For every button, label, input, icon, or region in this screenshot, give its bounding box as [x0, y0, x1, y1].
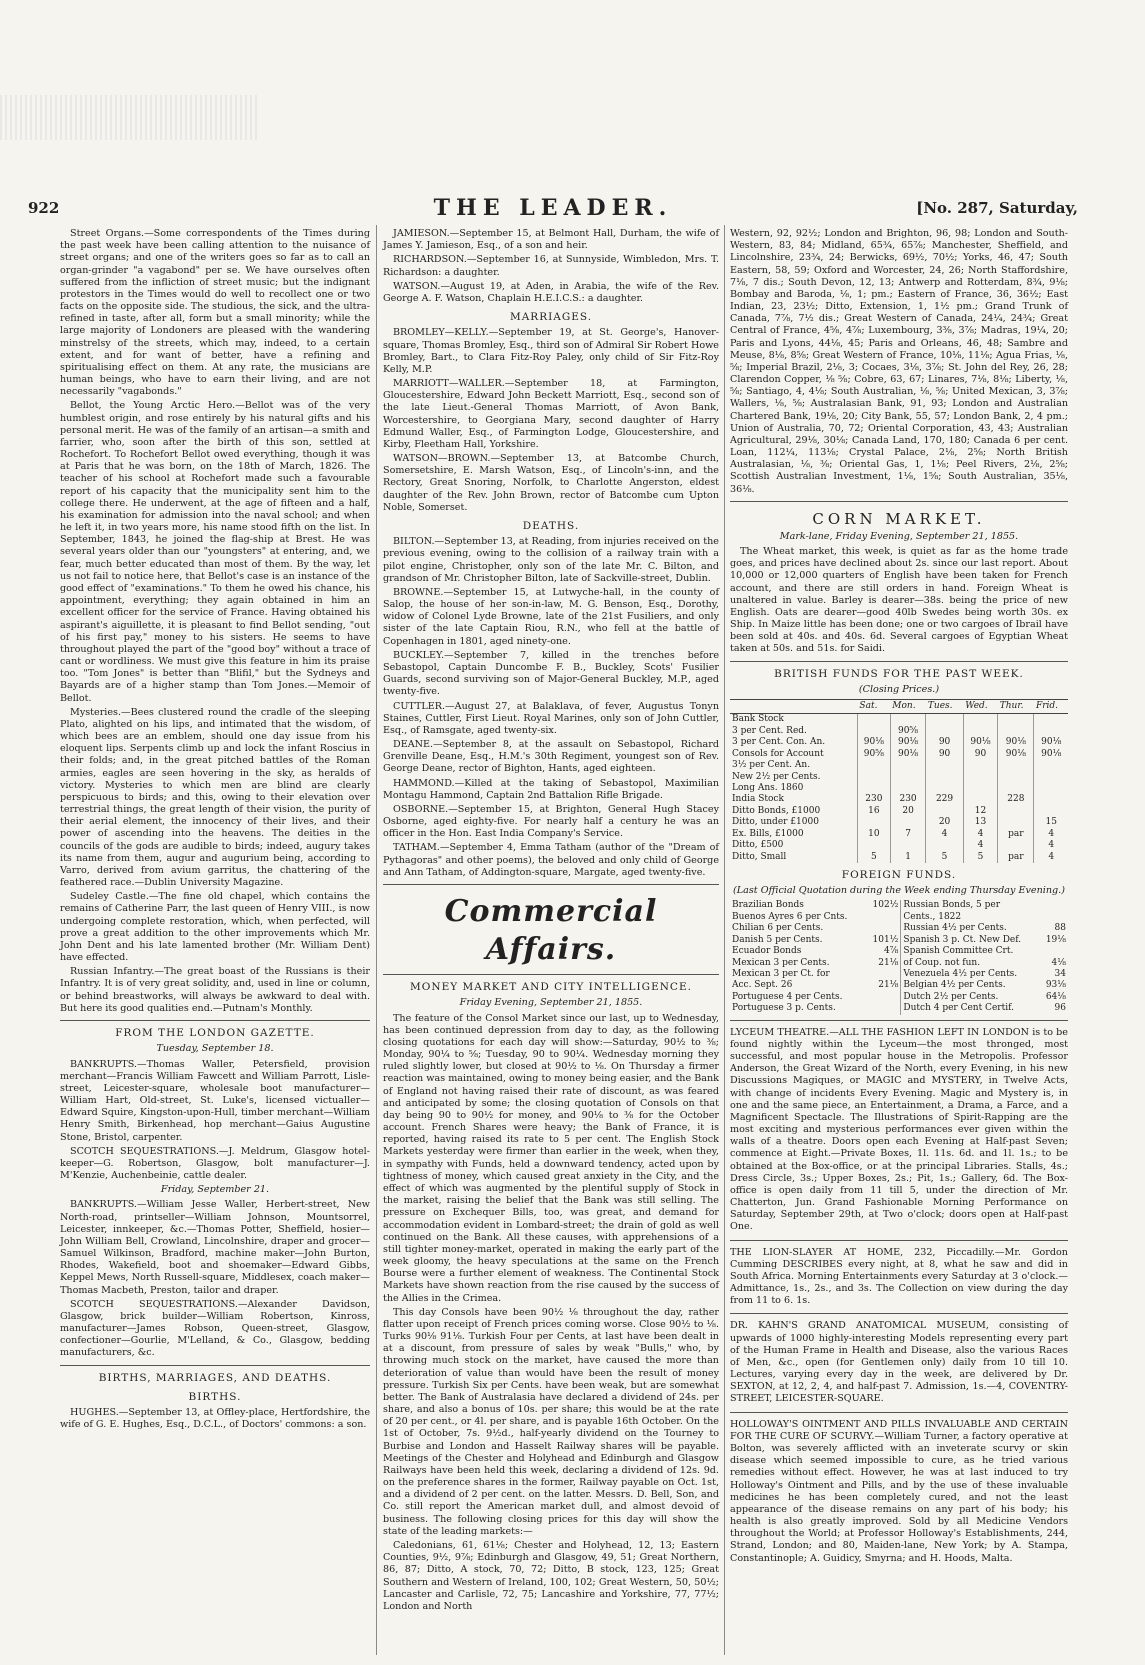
table-cell: of Coup. not fun. [903, 957, 981, 968]
birth-entry: RICHARDSON.—September 16, at Sunnyside, Wimbledon, Mrs. T. Richardson: a daughter. [383, 254, 719, 278]
table-cell: 229 [926, 794, 963, 805]
table-cell [963, 760, 998, 771]
table-cell [866, 969, 901, 980]
scan-artifact [0, 95, 260, 140]
table-cell: Spanish Committee Crt. [903, 946, 1014, 957]
death-entry: OSBORNE.—September 15, at Brighton, General Hugh Stacey Osborne, aged eighty-five. For nearly half a century he was an officer in the Hon. East India Company's Service. [383, 803, 719, 840]
share-prices-paragraph: Caledonians, 61, 61⅛; Chester and Holyhead, 12, 13; Eastern Counties, 9½, 9⅞; Edinburgh and Glasgow, 49, 51; Great Northern, 86, 87; Ditto, A stock, 70, 72; Ditto, B stock, 123, 125; Great Southern and Western of Ireland, 100, 102; Great Western, 50, 50½; Lancaster and Carlisle, 72, 75; Lancashire and Yorkshire, 77, 77½; London and North [383, 1539, 719, 1612]
masthead-title: THE LEADER. [433, 195, 673, 221]
divider [60, 1365, 370, 1366]
table-cell: 20 [890, 806, 926, 817]
table-cell [857, 726, 890, 737]
table-header-cell: Sat. [857, 700, 890, 714]
birth-entry: WATSON.—August 19, at Aden, in Arabia, the wife of the Rev. George A. F. Watson, Chaplain H.E.I.C.S.: a daughter. [383, 280, 719, 304]
table-cell [890, 772, 926, 783]
table-cell: 90⅛ [890, 737, 926, 748]
table-header-cell: Tues. [926, 700, 963, 714]
gazette-date: Friday, September 21. [160, 1184, 270, 1196]
table-row [730, 772, 1068, 783]
table-cell: 10 [857, 829, 890, 840]
divider [730, 1412, 1068, 1413]
death-entry: TATHAM.—September 4, Emma Tatham (author of the "Dream of Pythagoras" and other poems), the beloved and only child of George and Ann Tatham, of Addington-square, Margate, aged twenty-five. [383, 842, 719, 878]
british-funds-heading: BRITISH FUNDS FOR THE PAST WEEK. [774, 667, 1024, 680]
column-3 [730, 228, 1068, 1571]
table-cell [1034, 772, 1068, 783]
death-entry: HAMMOND.—Killed at the taking of Sebastopol, Maximilian Montagu Hammond, Captain 2nd Battalion Rifle Brigade. [383, 777, 719, 801]
advertisement-lyceum: LYCEUM THEATRE.—ALL THE FASHION LEFT IN LONDON is to be found nightly within the Lyceum—the most thronged, most successful, and most popular house in the Metropolis. Professor Anderson, the Great Wizard of the North, every Evening, in his new Discussions Magiques, or MAGIC and MYSTERY, in Twelve Acts, with change of incidents Every Evening. Magic and Mystery is, in one and the same piece, an Entertainment, a Drama, a Farce, and a Magnificent Spectacle. The Illustrations of Spirit-Rapping are the most exciting and mysterious performances ever given within the walls of a theatre. Doors open each Evening at Half-past Seven; commence at Eight.—Private Boxes, 1l. 11s. 6d. and 1l. 1s.; to be obtained at the Box-office, or at the principal Libraries. Stalls, 4s.; Dress Circle, 3s.; Upper Boxes, 2s.; Pit, 1s.; Gallery, 6d. The Box-office is open daily from 11 till 5, under the direction of Mr. Chatterton, Jun. Grand Fashionable Morning Performance on Saturday, September 29th, at Two o'clock; doors open at Half-past One. [730, 1026, 1068, 1233]
table-cell: 4⅛ [1051, 957, 1066, 968]
table-cell: 90 [926, 737, 963, 748]
table-cell: Mexican 3 per Cents. [732, 957, 830, 968]
table-cell: Russian 4½ per Cents. [903, 923, 1007, 934]
birth-entry: HUGHES.—September 13, at Offley-place, Hertfordshire, the wife of G. E. Hughes, Esq., D.C.L., of Doctors' commons: a son. [60, 1407, 370, 1431]
table-cell [998, 772, 1034, 783]
table-row [730, 829, 1068, 840]
table-cell: 88 [1054, 923, 1066, 934]
sequestrations-entry: SCOTCH SEQUESTRATIONS.—Alexander Davidson, Glasgow, brick builder—William Robertson, Kinross, manufacturer—James Robson, Queen-street, Glasgow, confectioner—Gourlie, M'Lelland, & Co., Glasgow, bedding manufacturers, &c. [60, 1298, 370, 1359]
table-cell [890, 817, 926, 828]
table-cell [890, 783, 926, 794]
table-cell: Ditto Bonds, £1000 [732, 805, 821, 816]
advertisement-holloway: HOLLOWAY'S OINTMENT AND PILLS INVALUABLE AND CERTAIN FOR THE CURE OF SCURVY.—William Turner, a factory operative at Bolton, was severely afflicted with an inveterate scurvy or skin disease which seemed impossible to cure, as he tried various remedies without effect. However, he was at last induced to try Holloway's Ointment and Pills, and by the use of these invaluable medicines he has been completely cured, and not the least appearance of the disease remains on any part of his body; his health is also greatly improved. Sold by all Medicine Vendors throughout the World; at Professor Holloway's Establishments, 244, Strand, London; and 80, Maiden-lane, New York; by A. Stampa, Constantinople; A. Guidicy, Smyrna; and H. Hoods, Malta. [730, 1418, 1068, 1564]
money-market-paragraph: This day Consols have been 90½ ⅛ throughout the day, rather flatter upon receipt of French prices coming worse. Close 90½ to ⅛. Turks 90⅛ 91⅛. Turkish Four per Cents, at last have been dealt in at a discount, from pressure of sales by weak "Bulls," who, by throwing much stock on the market, have caused the more than deterioration of value than would have been the result of money pressure. Turkish Six per Cents. have been weak, but are somewhat better. The Bank of Australasia have declared a dividend of 24s. per share, and also a bonus of 10s. per share; this would be at the rate of 20 per cent., or 4l. per share, and is payable 16th October. On the 1st of October, 7s. 9½d., half-yearly dividend on the Tourney to Burbise and London and Hasselt Railway shares will be payable. Meetings of the Chester and Holyhead and Edinburgh and Glasgow Railways have been held this week, declaring a dividend of 12s. 9d. on the preference shares in the former, Railway payable on Oct. 1st, and a dividend of 2 per cent. on the latter. Messrs. D. Bell, Son, and Co. still report the American market dull, and almost devoid of business. The following closing prices for this day will show the state of the leading markets:— [383, 1306, 719, 1537]
table-cell: 20 [926, 817, 963, 828]
money-market-date: Friday Evening, September 21, 1855. [459, 997, 643, 1009]
divider [730, 1240, 1068, 1241]
table-cell [1034, 714, 1068, 726]
table-cell [1040, 900, 1068, 911]
article-street-organs: Street Organs.—Some correspondents of the Times during the past week have been calling attention to the nuisance of street organs; and one of the writers goes so far as to call an organ-grinder "a vagabond" per se. We have ourselves often suffered from the infliction of street music; but the indignant protestors in the Times would do well to recollect one or two facts on the opposite side. The studious, the sick, and the ultra-refined in taste, after all, form but a small minority; while the large majority of Londoners are pleased with the wandering minstrelsy of the streets, which may, indeed, to a certain extent, and for want of better, have a refining and spiritualising effect on them. At any rate, the musicians are human beings, who have to earn their living, and are not necessarily "vagabonds." [60, 228, 370, 398]
bmd-heading: BIRTHS, MARRIAGES, AND DEATHS. [98, 1371, 332, 1384]
table-cell [926, 783, 963, 794]
table-cell: 21⅛ [866, 980, 901, 991]
table-row [730, 783, 1068, 794]
table-cell [890, 840, 926, 851]
table-cell: Ditto, under £1000 [732, 817, 819, 828]
marriage-entry: BROMLEY—KELLY.—September 19, at St. George's, Hanover-square, Thomas Bromley, Esq., third son of Admiral Sir Robert Howe Bromley, Bart., to Clara Fitz-Roy Paley, only child of Sir Fitz-Roy Kelly, M.P. [383, 327, 719, 375]
table-cell: Ditto, Small [732, 851, 787, 862]
table-cell [998, 760, 1034, 771]
births-heading: BIRTHS. [188, 1390, 242, 1403]
corn-market-heading: CORN MARKET. [812, 509, 986, 528]
table-row [730, 749, 1068, 760]
table-cell: Belgian 4½ per Cents. [903, 980, 1006, 991]
bankrupts-entry: BANKRUPTS.—William Jesse Waller, Herbert-street, New North-road, printseller—William Johnson, Mountsorrel, Leicester, innkeeper, &c.—Thomas Potter, Sheffield, hosier—John William Bell, Crowland, Lincolnshire, draper and grocer—Samuel Wilkinson, Bradford, machine maker—John Burton, Rhodes, Wakefield, boot and shoemaker—Edward Gibbs, Keppel Mews, North Russell-square, Middlesex, coach maker—Thomas Macbeth, Preston, tailor and draper. [60, 1199, 370, 1296]
table-cell: 5 [963, 852, 998, 863]
table-cell: 7 [890, 829, 926, 840]
table-cell: 13 [963, 817, 998, 828]
foreign-funds-table [730, 900, 1068, 1014]
table-cell [926, 726, 963, 737]
table-cell: New 2½ per Cents. [732, 771, 821, 782]
death-entry: CUTTLER.—August 27, at Balaklava, of fever, Augustus Tonyn Staines, Cuttler, First Lieut. Royal Marines, only son of John Cuttler, Esq., of Ramsgate, aged twenty-six. [383, 700, 719, 736]
advertisement-lion-slayer: THE LION-SLAYER AT HOME, 232, Piccadilly.—Mr. Gordon Cumming DESCRIBES every night, at 8, what he saw and did in South Africa. Morning Entertainments every Saturday at 3 o'clock.—Admittance, 1s., 2s., and 3s. The Collection on view during the day from 11 to 6. 1s. [730, 1246, 1068, 1307]
table-cell: 4⅞ [866, 946, 901, 957]
table-cell [998, 783, 1034, 794]
gazette-heading: FROM THE LONDON GAZETTE. [115, 1027, 315, 1039]
table-cell: 64⅛ [1045, 991, 1066, 1002]
table-row [730, 794, 1068, 805]
table-cell: 102½ [866, 900, 901, 911]
table-cell: 16 [857, 806, 890, 817]
table-cell: 96 [1054, 1003, 1066, 1014]
column-1 [60, 228, 370, 1434]
table-cell: 3½ per Cent. An. [732, 760, 811, 771]
money-market-heading: MONEY MARKET AND CITY INTELLIGENCE. [410, 981, 692, 994]
table-cell: 3 per Cent. Red. [732, 725, 807, 736]
table-header-cell: Thur. [998, 700, 1034, 714]
table-cell: 90⅛ [890, 749, 926, 760]
table-cell [857, 772, 890, 783]
table-cell: Spanish 3 p. Ct. New Def. [903, 934, 1022, 945]
death-entry: DEANE.—September 8, at the assault on Sebastopol, Richard Grenville Deane, Esq., H.M.'s 30th Regiment, youngest son of Rev. George Deane, rector of Bighton, Hants, aged eighteen. [383, 739, 719, 775]
divider [60, 1020, 370, 1021]
table-cell: Dutch 4 per Cent Certif. [903, 1003, 1014, 1014]
table-cell [1040, 912, 1068, 923]
column-rule [376, 225, 377, 1655]
table-cell: Cents., 1822 [903, 911, 962, 922]
table-cell: 90⅝ [857, 749, 890, 760]
table-cell [866, 992, 901, 1003]
table-cell: 3 per Cent. Con. An. [732, 737, 826, 748]
table-cell [963, 772, 998, 783]
table-cell: par [998, 852, 1034, 863]
table-cell: Dutch 2½ per Cents. [903, 991, 999, 1002]
table-row [730, 852, 1068, 863]
table-row [730, 840, 1068, 851]
table-cell [998, 840, 1034, 851]
article-sudeley: Sudeley Castle.—The fine old chapel, which contains the remains of Catherine Parr, the last queen of Henry VIII., is now undergoing complete restoration, which, when perfected, will prove a great addition to the other improvements which Mr. John Dent and his late lamented brother (Mr. William Dent) have effected. [60, 891, 370, 964]
birth-entry: JAMIESON.—September 15, at Belmont Hall, Durham, the wife of James Y. Jamieson, Esq., of a son and heir. [383, 228, 719, 252]
table-cell: 90⅛ [1034, 749, 1068, 760]
table-cell: India Stock [732, 794, 784, 805]
page-header [28, 195, 1078, 225]
table-row [730, 992, 1068, 1003]
table-cell: Brazilian Bonds [732, 900, 804, 911]
table-row [730, 923, 1068, 934]
table-cell [963, 783, 998, 794]
table-cell: Venezuela 4½ per Cents. [903, 968, 1018, 979]
divider [730, 661, 1068, 662]
table-cell: 5 [926, 852, 963, 863]
table-cell: 90 [926, 749, 963, 760]
table-cell [857, 840, 890, 851]
page-number: 922 [28, 199, 60, 217]
table-cell: 1 [890, 852, 926, 863]
table-cell: 230 [857, 794, 890, 805]
table-header-cell: Wed. [963, 700, 998, 714]
table-cell: Portuguese 3 p. Cents. [732, 1003, 836, 1014]
table-cell: 4 [1034, 852, 1068, 863]
table-cell: 34 [1054, 968, 1066, 979]
table-cell: 230 [890, 794, 926, 805]
death-entry: BUCKLEY.—September 7, killed in the trenches before Sebastopol, Captain Duncombe F. B., Buckley, Scots' Fusilier Guards, second surviving son of Major-General Buckley, M.P., aged twenty-five. [383, 649, 719, 698]
table-row [730, 969, 1068, 980]
table-cell: Buenos Ayres 6 per Cnts. [732, 911, 848, 922]
table-cell: 90⅛ [857, 737, 890, 748]
table-cell [1034, 806, 1068, 817]
table-cell [998, 806, 1034, 817]
table-cell [866, 923, 901, 934]
table-cell [963, 794, 998, 805]
foreign-funds-subheading: (Last Official Quotation during the Week ending Thursday Evening.) [733, 885, 1065, 897]
table-row [730, 806, 1068, 817]
table-cell: 5 [857, 852, 890, 863]
table-header-row [730, 700, 1068, 714]
table-row [730, 935, 1068, 946]
table-cell: 4 [926, 829, 963, 840]
table-cell [1040, 946, 1068, 957]
table-row [730, 958, 1068, 969]
table-cell [998, 726, 1034, 737]
table-cell: Portuguese 4 per Cents. [732, 991, 843, 1002]
table-cell: 228 [998, 794, 1034, 805]
issue-label: [No. 287, Saturday, [916, 199, 1078, 217]
table-cell [1034, 726, 1068, 737]
advertisement-kahn-museum: DR. KAHN'S GRAND ANATOMICAL MUSEUM, consisting of upwards of 1000 highly-interesting Models representing every part of the Human Frame in Health and Disease, also the various Races of Men, &c., open (for Gentlemen only) daily from 10 till 10. Lectures, varying every day in the week, are delivered by Dr. SEXTON, at 12, 2, 4, and half-past 7. Admission, 1s.—4, COVENTRY-STREET, LEICESTER-SQUARE. [730, 1320, 1068, 1405]
table-cell [926, 806, 963, 817]
column-rule [724, 225, 725, 1655]
table-cell: par [998, 829, 1034, 840]
table-cell: 21⅛ [866, 958, 901, 969]
table-cell: Acc. Sept. 26 [732, 980, 793, 991]
divider [730, 1020, 1068, 1021]
corn-market-paragraph: The Wheat market, this week, is quiet as far as the home trade goes, and prices have declined about 2s. since our last report. About 10,000 or 12,000 quarters of English have been taken for French account, and there are still orders in hand. Foreign Wheat is unaltered in value. Barley is dearer—38s. being the price of new English. Oats are dearer—good 40lb Swedes being worth 30s. ex Ship. In Maize little has been done; one or two cargoes of Ibrail have been sold at 40s. and 40s. 6d. Several cargoes of Egyptian Wheat taken at 50s. and 51s. for Saidi. [730, 546, 1068, 655]
table-cell [890, 714, 926, 726]
table-row [730, 900, 1068, 911]
british-funds-subheading: (Closing Prices.) [858, 683, 940, 695]
table-cell: 4 [963, 829, 998, 840]
divider [730, 501, 1068, 502]
table-cell: 101½ [866, 935, 901, 946]
table-row [730, 1003, 1068, 1014]
table-cell [926, 772, 963, 783]
share-prices-paragraph: Western, 92, 92½; London and Brighton, 96, 98; London and South-Western, 83, 84; Midland, 65¾, 65⅞; Manchester, Sheffield, and Lincolnshire, 23¾, 24; Berwicks, 69½, 70½; Yorks, 46, 47; South Eastern, 58, 59; Oxford and Worcester, 24, 26; North Staffordshire, 7⅛, 7 dis.; South Devon, 12, 13; Antwerp and Rotterdam, 8¾, 9⅛; Bombay and Baroda, ⅛, 1; pm.; Eastern of France, 36, 36½; East Indian, 23, 23½; Ditto, Extension, 1, 1½ pm.; Grand Trunk of Canada, 7⅞, 7½ dis.; Great Western of Canada, 24¼, 24¾; Great Central of France, 4⅝, 4⅞; Luxembourg, 3⅜, 3⅞; Madras, 19¼, 20; Paris and Lyons, 44⅛, 45; Paris and Orleans, 46, 48; Sambre and Meuse, 8⅛, 8⅝; Great Western of France, 10⅛, 11⅛; Agua Frias, ⅛, ⅝; Imperial Brazil, 2⅛, 3; Cocaes, 3⅛, 3⅞; St. John del Rey, 26, 28; Clarendon Copper, ⅛ ⅝; Cobre, 63, 67; Linares, 7⅛, 8⅛; Liberty, ⅛, ⅝; Santiago, 4, 4⅛; South Australian, ⅛, ⅝; United Mexican, 3, 3⅞; Wallers, ⅛, ⅝; Australasian Bank, 91, 93; London and Australian Chartered Bank, 19⅛, 20; City Bank, 55, 57; London Bank, 2, 4 pm.; Union of Australia, 70, 72; Oriental Corporation, 43, 43; Australian Agricultural, 29⅛, 30⅛; Canada Land, 170, 180; Canada 6 per cent. Loan, 112¼, 113⅛; Crystal Palace, 2⅛, 2⅝; North British Australasian, ⅛, ⅜; Oriental Gas, 1, 1⅛; Peel Rivers, 2⅛, 2⅝; Scottish Australian Investment, 1⅛, 1⅝; South Australian, 35⅛, 36⅛. [730, 228, 1068, 495]
table-cell: Mexican 3 per Ct. for [732, 968, 830, 979]
table-cell [926, 714, 963, 726]
table-cell: Danish 5 per Cents. [732, 934, 823, 945]
table-row [730, 980, 1068, 991]
corn-market-date: Mark-lane, Friday Evening, September 21, 1855. [779, 530, 1019, 542]
table-cell: Russian Bonds, 5 per [903, 900, 1001, 911]
table-header-cell: Mon. [890, 700, 926, 714]
table-cell: 90⅝ [890, 726, 926, 737]
table-cell: 15 [1034, 817, 1068, 828]
table-cell: 19⅛ [1045, 934, 1066, 945]
table-cell [926, 840, 963, 851]
gazette-date: Tuesday, September 18. [156, 1043, 274, 1055]
table-cell: Chilian 6 per Cents. [732, 923, 824, 934]
table-header-cell: Frid. [1034, 700, 1068, 714]
table-cell: Ecuador Bonds [732, 946, 802, 957]
table-cell [857, 760, 890, 771]
table-cell: 4 [963, 840, 998, 851]
foreign-funds-heading: FOREIGN FUNDS. [841, 868, 957, 881]
table-cell: 90 [963, 749, 998, 760]
marriage-entry: MARRIOTT—WALLER.—September 18, at Farmington, Gloucestershire, Edward John Beckett Marriott, Esq., second son of the late Lieut.-General Thomas Marriott, of Avon Bank, Worcestershire, to Georgiana Mary, second daughter of Harry Edmund Waller, Esq., of Farmington Lodge, Gloucestershire, and Kirby, Fleetham Hall, Yorkshire. [383, 378, 719, 450]
table-row [730, 714, 1068, 726]
table-cell [857, 783, 890, 794]
article-bellot: Bellot, the Young Arctic Hero.—Bellot was of the very humblest origin, and rose entirely by his natural gifts and his personal merit. He was of the family of an artisan—a smith and farrier, who, soon after the birth of this son, settled at Rochefort. To Rochefort Bellot owed everything, though it was at Paris that he was born, on the 18th of March, 1826. The teacher of his school at Rochefort made such a favourable report of his capacity that the municipality sent him to the college there. He underwent, at the age of fifteen and a half, his examination for admission into the naval school; and when he left it, in two years more, his name stood fifth on the list. In September, 1843, he joined the flag-ship at Brest. He was several years older than our "youngsters" at entering, and, we fear, much better educated than most of them. By the way, let us not fail to notice here, that Bellot's case is an instance of the good effect of "examinations." To them he owed his chance, his appointment, everything; they again obtained in him an excellent officer for the service of France. Having obtained his aspirant's aiguillette, it is pleasant to find Bellot sending, "out of his first pay," money to his sisters. He seems to have throughout played the part of the "good boy" without a trace of cant or wordliness. We must give this feature in him its praise too. "Tom Jones" is better than "Blifil," but the Sydneys and Bayards are of a higher stamp than Tom Jones.—Memoir of Bellot. [60, 400, 370, 704]
table-cell: 93⅛ [1045, 980, 1066, 991]
table-cell: Consols for Account [732, 748, 824, 759]
table-cell: 90⅛ [998, 749, 1034, 760]
table-cell [857, 817, 890, 828]
table-row [730, 817, 1068, 828]
table-cell [1034, 760, 1068, 771]
marriages-heading: MARRIAGES. [509, 311, 593, 324]
table-cell [998, 817, 1034, 828]
table-header-cell [730, 700, 857, 714]
table-cell [963, 714, 998, 726]
money-market-paragraph: The feature of the Consol Market since our last, up to Wednesday, has been continued depression from day to day, as the following closing quotations for each day will show:—Saturday, 90½ to ⅜; Monday, 90¼ to ⅝; Tuesday, 90 to 90¼. Wednesday morning they ruled slightly lower, but closed at 90½ to ⅛. On Thursday a firmer reaction was maintained, owing to money being easier, and the Bank of England not having raised their rate of discount, as was feared and anticipated by some; the closing quotation of Consols on that day being 90 to 90½ for money, and 90⅛ to ⅜ for the October account. French Shares were heavy; the Bank of France, it is reported, having raised its rate to 5 per cent. The English Stock Markets yesterday were firmer than earlier in the week, when they, in sympathy with Funds, held a downward tendency, acted upon by tightness of money, which caused great anxiety in the City, and the effect of which was augmented by the plentiful supply of Stock in the market, raising the belief that the Bank was still selling. The pressure on Exchequer Bills, too, was great, and demand for accommodation evident in Lombard-street; the drain of gold as well continued on the Bank. All these causes, with apprehensions of a still tighter money-market, operated in making the early part of the week gloomy, the heavy speculations at the same on the French Bourse were a further element of weakness. The Continental Stock Markets have shown reaction from the rise caused by the success of the Allies in the Crimea. [383, 1012, 719, 1304]
deaths-heading: DEATHS. [522, 519, 580, 532]
table-cell: 90⅛ [963, 737, 998, 748]
table-row [730, 912, 1068, 923]
sequestrations-entry: SCOTCH SEQUESTRATIONS.—J. Meldrum, Glasgow hotel-keeper—G. Robertson, Glasgow, bolt manufacturer—J. M'Kenzie, Auchenbeinie, cattle dealer. [60, 1145, 370, 1182]
table-cell [866, 912, 901, 923]
death-entry: BROWNE.—September 15, at Lutwyche-hall, in the county of Salop, the house of her son-in-law, M. G. Benson, Esq., Dorothy, widow of Colonel Lyde Browne, late of the 21st Fusiliers, and only sister of the late Captain Riou, R.N., who fell at the battle of Copenhagen in 1801, aged ninety-one. [383, 586, 719, 647]
commercial-affairs-heading: Commercial Affairs. [444, 893, 658, 967]
divider [383, 884, 719, 885]
table-row [730, 737, 1068, 748]
table-cell [926, 760, 963, 771]
table-cell: 90⅛ [998, 737, 1034, 748]
table-cell: Ditto, £500 [732, 840, 784, 851]
table-cell: 4 [1034, 840, 1068, 851]
divider [730, 1313, 1068, 1314]
bankrupts-entry: BANKRUPTS.—Thomas Waller, Petersfield, provision merchant—Francis William Fawcett and William Parrott, Lisle-street, Leicester-square, wholesale boot manufacturer—William Hart, Old-street, St. Luke's, licensed victualler—Edward Squire, Kingston-upon-Hull, timber merchant—William Henry Smith, Birkenhead, hop merchant—Gaius Augustine Stone, Bristol, carpenter. [60, 1058, 370, 1143]
table-cell [963, 726, 998, 737]
table-row [730, 946, 1068, 957]
table-cell [1034, 783, 1068, 794]
british-funds-table [730, 699, 1068, 863]
table-cell [857, 714, 890, 726]
article-russian-infantry: Russian Infantry.—The great boast of the Russians is their Infantry. It is of very great solidity, and, used in line or column, or behind breastworks, will always be awkward to deal with. But here its good qualities end.—Putnam's Monthly. [60, 966, 370, 1014]
marriage-entry: WATSON—BROWN.—September 13, at Batcombe Church, Somersetshire, E. Marsh Watson, Esq., of Lincoln's-inn, and the Rectory, Great Snoring, Norfolk, to Charlotte Angerston, eldest daughter of the Rev. John Brown, rector of Batcombe cum Upton Noble, Somerset. [383, 453, 719, 513]
table-cell: Ex. Bills, £1000 [732, 828, 804, 839]
table-cell: Bank Stock [732, 714, 784, 725]
table-cell: Long Ans. 1860 [732, 783, 804, 793]
table-row [730, 760, 1068, 771]
table-row [730, 726, 1068, 737]
table-cell: 4 [1034, 829, 1068, 840]
table-cell [866, 1003, 901, 1014]
column-2 [383, 228, 719, 1615]
death-entry: BILTON.—September 13, at Reading, from injuries received on the previous evening, owing to the collision of a railway train with a pilot engine, Christopher, only son of the late Mr. C. Bilton, and grandson of Mr. Christopher Bilton, late of Sackville-street, Dublin. [383, 536, 719, 584]
article-mysteries: Mysteries.—Bees clustered round the cradle of the sleeping Plato, alighted on his lips, and intimated that the wisdom, of which bees are an emblem, should one day issue from his eloquent lips. Serpents climb up and lock the infant Roscius in their folds; and, in the great pitched battles of the Roman armies, eagles are seen hovering in the sky, as heralds of victory. Mysteries to which men are blind are clearly perspicuous to birds; and this, owing to their elevation over terrestrial things, the great length of their vision, the purity of their aerial element, the innocency of their lives, and their power of ascending into the heavens. The deities in the councils of the gods are audible to birds; indeed, augury takes its name from them, augur and augurium being, according to Varro, derived from avium garritus, the chattering of the feathered race.—Dublin University Magazine. [60, 706, 370, 889]
table-cell [998, 714, 1034, 726]
table-cell: 12 [963, 806, 998, 817]
table-cell: 90⅛ [1034, 737, 1068, 748]
table-cell [890, 760, 926, 771]
table-cell [1034, 794, 1068, 805]
divider [383, 974, 719, 975]
